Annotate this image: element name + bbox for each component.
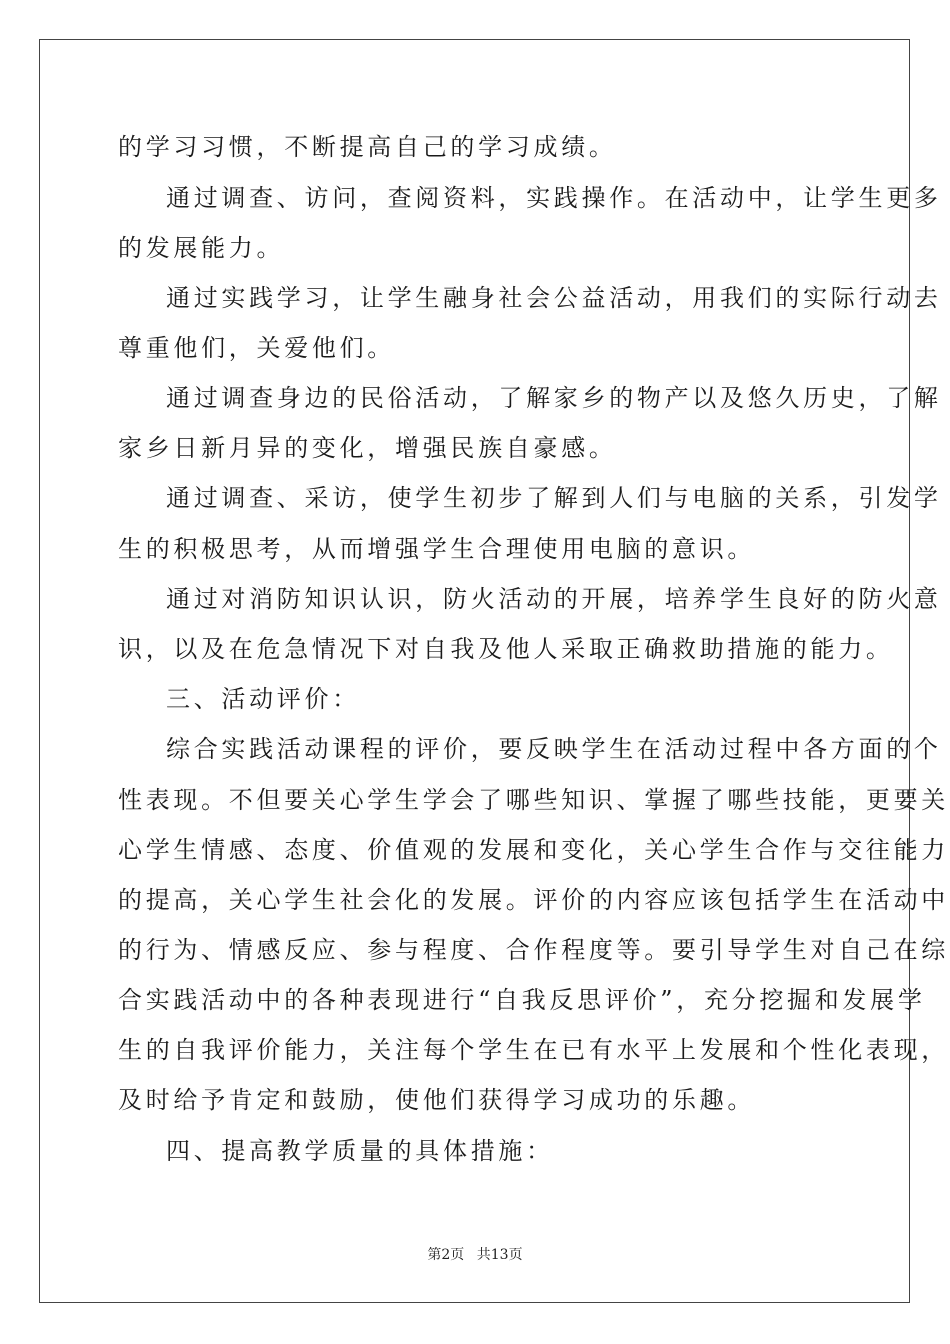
body-line: 的行为、情感反应、参与程度、合作程度等。要引导学生对自己在综 — [118, 936, 949, 964]
body-line: 通过对消防知识认识，防火活动的开展，培养学生良好的防火意 — [166, 585, 942, 613]
body-line: 通过实践学习，让学生融身社会公益活动，用我们的实际行动去 — [166, 284, 942, 312]
body-line: 通过调查、采访，使学生初步了解到人们与电脑的关系，引发学 — [166, 484, 942, 512]
body-line: 心学生情感、态度、价值观的发展和变化，关心学生合作与交往能力 — [118, 836, 949, 864]
body-line: 的发展能力。 — [118, 234, 285, 262]
section-heading: 四、提高教学质量的具体措施： — [166, 1137, 554, 1165]
body-line: 综合实践活动课程的评价，要反映学生在活动过程中各方面的个 — [166, 735, 942, 763]
body-line: 及时给予肯定和鼓励，使他们获得学习成功的乐趣。 — [118, 1086, 756, 1114]
body-line: 生的自我评价能力，关注每个学生在已有水平上发展和个性化表现， — [118, 1036, 949, 1064]
page-footer — [0, 1246, 950, 1264]
page-total: 共13页 — [476, 1247, 523, 1263]
body-line: 的学习习惯，不断提高自己的学习成绩。 — [118, 133, 617, 161]
body-line: 家乡日新月异的变化，增强民族自豪感。 — [118, 434, 617, 462]
body-line: 通过调查身边的民俗活动，了解家乡的物产以及悠久历史，了解 — [166, 384, 942, 412]
page-number: 第2页 — [427, 1247, 465, 1263]
body-line: 生的积极思考，从而增强学生合理使用电脑的意识。 — [118, 535, 756, 563]
body-line: 通过调查、访问，查阅资料，实践操作。在活动中，让学生更多 — [166, 184, 942, 212]
body-line: 性表现。不但要关心学生学会了哪些知识、掌握了哪些技能，更要关 — [118, 786, 949, 814]
section-heading: 三、活动评价： — [166, 685, 360, 713]
body-line: 识，以及在危急情况下对自我及他人采取正确救助措施的能力。 — [118, 635, 894, 663]
body-line: 合实践活动中的各种表现进行“自我反思评价”，充分挖掘和发展学 — [118, 986, 926, 1014]
body-line: 尊重他们，关爱他们。 — [118, 334, 395, 362]
body-line: 的提高，关心学生社会化的发展。评价的内容应该包括学生在活动中 — [118, 886, 949, 914]
